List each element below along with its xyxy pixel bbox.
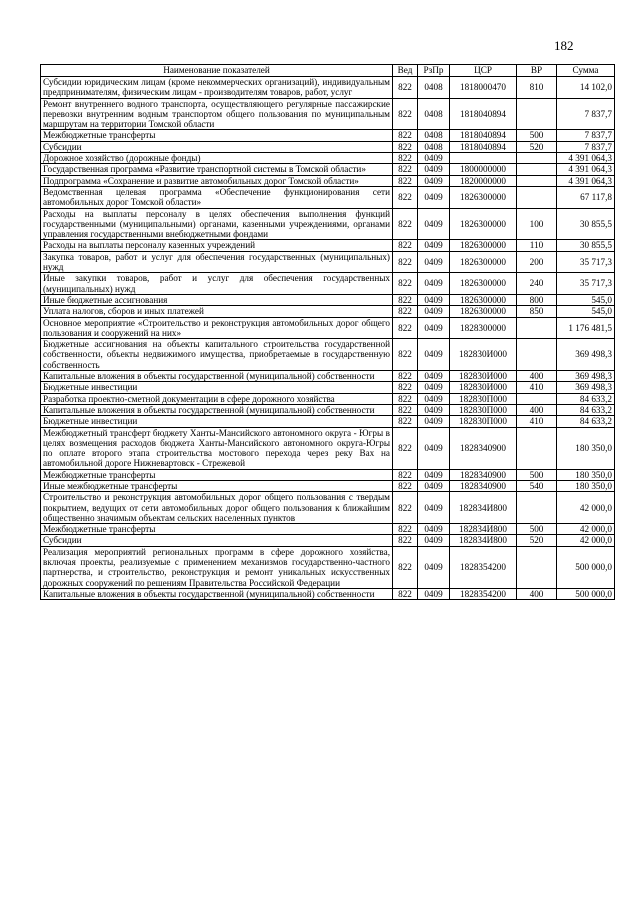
cell-ved: 822	[393, 427, 418, 469]
cell-vr: 110	[517, 240, 557, 251]
cell-vr	[517, 427, 557, 469]
cell-csr: 1818040894	[450, 130, 517, 141]
cell-name: Ремонт внутреннего водного транспорта, осуществляющего регулярные пассажирские перевозки внутренним водным транспортом общего пользования по муниципальным маршрутам на территории Томской области	[41, 98, 393, 130]
cell-rzpr: 0409	[418, 546, 450, 588]
cell-name: Строительство и реконструкция автомобильных дорог общего пользования с твердым покрытием, ведущих от сети автомобильных дорог общего пользования к ближайшим общественно значимым объектам сельских населенных пунктов	[41, 492, 393, 524]
cell-ved: 822	[393, 524, 418, 535]
table-row	[41, 153, 615, 164]
table-row	[41, 535, 615, 546]
table-row	[41, 492, 615, 524]
table-row	[41, 186, 615, 208]
cell-vr	[517, 339, 557, 371]
table-row	[41, 98, 615, 130]
cell-name: Ведомственная целевая программа «Обеспечение функционирования сети автомобильных дорог Томской области»	[41, 186, 393, 208]
cell-sum: 500 000,0	[557, 588, 615, 599]
cell-ved: 822	[393, 492, 418, 524]
cell-vr: 400	[517, 404, 557, 415]
cell-vr	[517, 317, 557, 339]
cell-ved: 822	[393, 175, 418, 186]
table-row	[41, 175, 615, 186]
cell-vr: 540	[517, 480, 557, 491]
cell-vr: 410	[517, 382, 557, 393]
cell-name: Субсидии	[41, 141, 393, 152]
cell-csr	[450, 153, 517, 164]
table-row	[41, 77, 615, 99]
table-row	[41, 416, 615, 427]
cell-sum: 369 498,3	[557, 371, 615, 382]
table-row	[41, 164, 615, 175]
table-row	[41, 208, 615, 240]
table-row	[41, 480, 615, 491]
cell-sum: 4 391 064,3	[557, 175, 615, 186]
table-row	[41, 251, 615, 273]
cell-sum: 7 837,7	[557, 141, 615, 152]
cell-csr: 182834И800	[450, 535, 517, 546]
cell-vr: 400	[517, 588, 557, 599]
cell-csr: 1828340900	[450, 469, 517, 480]
cell-csr: 1826300000	[450, 208, 517, 240]
cell-sum: 7 837,7	[557, 98, 615, 130]
cell-rzpr: 0409	[418, 371, 450, 382]
cell-rzpr: 0409	[418, 273, 450, 295]
cell-name: Разработка проектно-сметной документации в сфере дорожного хозяйства	[41, 393, 393, 404]
cell-vr: 800	[517, 294, 557, 305]
cell-rzpr: 0409	[418, 317, 450, 339]
cell-vr: 410	[517, 416, 557, 427]
cell-ved: 822	[393, 371, 418, 382]
cell-vr	[517, 546, 557, 588]
cell-vr: 500	[517, 130, 557, 141]
cell-ved: 822	[393, 535, 418, 546]
cell-rzpr: 0409	[418, 175, 450, 186]
cell-rzpr: 0409	[418, 306, 450, 317]
cell-name: Основное мероприятие «Строительство и реконструкция автомобильных дорог общего пользования и сооружений на них»	[41, 317, 393, 339]
cell-rzpr: 0409	[418, 294, 450, 305]
cell-name: Расходы на выплаты персоналу в целях обеспечения выполнения функций государственными (муниципальными) органами, казенными учреждениями, органами управления государственными внебюджетными фондами	[41, 208, 393, 240]
cell-sum: 42 000,0	[557, 535, 615, 546]
cell-name: Капитальные вложения в объекты государственной (муниципальной) собственности	[41, 588, 393, 599]
cell-rzpr: 0409	[418, 164, 450, 175]
cell-rzpr: 0409	[418, 469, 450, 480]
cell-ved: 822	[393, 141, 418, 152]
cell-csr: 1826300000	[450, 251, 517, 273]
cell-sum: 545,0	[557, 306, 615, 317]
header-name: Наименование показателей	[41, 65, 393, 77]
cell-vr	[517, 186, 557, 208]
cell-sum: 1 176 481,5	[557, 317, 615, 339]
cell-vr: 810	[517, 77, 557, 99]
cell-sum: 545,0	[557, 294, 615, 305]
cell-csr: 182834И800	[450, 492, 517, 524]
cell-sum: 84 633,2	[557, 416, 615, 427]
cell-csr: 182834И800	[450, 524, 517, 535]
cell-name: Расходы на выплаты персоналу казенных учреждений	[41, 240, 393, 251]
cell-ved: 822	[393, 416, 418, 427]
cell-name: Подпрограмма «Сохранение и развитие автомобильных дорог Томской области»	[41, 175, 393, 186]
cell-sum: 4 391 064,3	[557, 164, 615, 175]
cell-sum: 35 717,3	[557, 273, 615, 295]
cell-sum: 42 000,0	[557, 524, 615, 535]
cell-name: Реализация мероприятий региональных программ в сфере дорожного хозяйства, включая проекты, реализуемые с применением механизмов государственно-частного партнерства, и строительство, реконструкция и ремонт уникальных искусственных дорожных сооружений по решениям Правительства Российской Федерации	[41, 546, 393, 588]
cell-name: Межбюджетные трансферты	[41, 469, 393, 480]
cell-ved: 822	[393, 317, 418, 339]
table-row	[41, 382, 615, 393]
page-number: 182	[554, 38, 574, 53]
cell-vr	[517, 393, 557, 404]
cell-rzpr: 0409	[418, 524, 450, 535]
table-header-row	[41, 65, 615, 77]
cell-vr	[517, 164, 557, 175]
table-row	[41, 524, 615, 535]
cell-rzpr: 0409	[418, 492, 450, 524]
cell-rzpr: 0409	[418, 588, 450, 599]
cell-sum: 4 391 064,3	[557, 153, 615, 164]
cell-sum: 84 633,2	[557, 393, 615, 404]
cell-rzpr: 0409	[418, 339, 450, 371]
cell-sum: 30 855,5	[557, 208, 615, 240]
cell-vr	[517, 98, 557, 130]
cell-rzpr: 0409	[418, 208, 450, 240]
cell-rzpr: 0408	[418, 77, 450, 99]
cell-name: Бюджетные ассигнования на объекты капитального строительства государственной собственности, объекты недвижимого имущества, приобретаемые в государственную собственность	[41, 339, 393, 371]
table-row	[41, 371, 615, 382]
cell-csr: 1826300000	[450, 240, 517, 251]
cell-name: Иные межбюджетные трансферты	[41, 480, 393, 491]
table-row	[41, 141, 615, 152]
cell-csr: 1828340900	[450, 427, 517, 469]
table-row	[41, 469, 615, 480]
cell-vr: 500	[517, 469, 557, 480]
cell-name: Капитальные вложения в объекты государственной (муниципальной) собственности	[41, 371, 393, 382]
cell-ved: 822	[393, 130, 418, 141]
table-row	[41, 130, 615, 141]
cell-ved: 822	[393, 77, 418, 99]
table-row	[41, 273, 615, 295]
cell-rzpr: 0409	[418, 240, 450, 251]
header-csr: ЦСР	[450, 65, 517, 77]
cell-rzpr: 0409	[418, 393, 450, 404]
budget-table	[40, 64, 615, 600]
cell-csr: 182830И000	[450, 382, 517, 393]
table-row	[41, 240, 615, 251]
header-ved: Вед	[393, 65, 418, 77]
cell-ved: 822	[393, 98, 418, 130]
cell-ved: 822	[393, 251, 418, 273]
cell-ved: 822	[393, 382, 418, 393]
cell-rzpr: 0409	[418, 186, 450, 208]
cell-sum: 14 102,0	[557, 77, 615, 99]
cell-name: Субсидии	[41, 535, 393, 546]
cell-csr: 182830П000	[450, 393, 517, 404]
cell-sum: 369 498,3	[557, 382, 615, 393]
cell-name: Иные закупки товаров, работ и услуг для обеспечения государственных (муниципальных) нужд	[41, 273, 393, 295]
cell-name: Закупка товаров, работ и услуг для обеспечения государственных (муниципальных) нужд	[41, 251, 393, 273]
cell-ved: 822	[393, 588, 418, 599]
cell-rzpr: 0408	[418, 98, 450, 130]
cell-rzpr: 0409	[418, 382, 450, 393]
table-row	[41, 393, 615, 404]
cell-rzpr: 0409	[418, 251, 450, 273]
header-sum: Сумма	[557, 65, 615, 77]
table-row	[41, 427, 615, 469]
cell-ved: 822	[393, 469, 418, 480]
cell-ved: 822	[393, 306, 418, 317]
header-rzpr: РзПр	[418, 65, 450, 77]
cell-vr: 100	[517, 208, 557, 240]
cell-vr: 500	[517, 524, 557, 535]
cell-sum: 42 000,0	[557, 492, 615, 524]
cell-rzpr: 0409	[418, 153, 450, 164]
cell-ved: 822	[393, 480, 418, 491]
cell-name: Иные бюджетные ассигнования	[41, 294, 393, 305]
cell-csr: 1828354200	[450, 588, 517, 599]
cell-csr: 1818040894	[450, 98, 517, 130]
cell-vr: 400	[517, 371, 557, 382]
cell-ved: 822	[393, 404, 418, 415]
cell-vr	[517, 153, 557, 164]
cell-name: Уплата налогов, сборов и иных платежей	[41, 306, 393, 317]
cell-name: Бюджетные инвестиции	[41, 382, 393, 393]
cell-rzpr: 0409	[418, 416, 450, 427]
cell-ved: 822	[393, 393, 418, 404]
cell-name: Межбюджетный трансферт бюджету Ханты-Мансийского автономного округа - Югры в целях возмещения расходов бюджета Ханты-Мансийского автономного округа-Югры по оплате второго этапа строительства мостового перехода через реку Вах на автомобильной дороге Нижневартовск - Стрежевой	[41, 427, 393, 469]
cell-name: Субсидии юридическим лицам (кроме некоммерческих организаций), индивидуальным предпринимателям, физическим лицам - производителям товаров, работ, услуг	[41, 77, 393, 99]
cell-name: Межбюджетные трансферты	[41, 130, 393, 141]
cell-rzpr: 0408	[418, 141, 450, 152]
cell-sum: 180 350,0	[557, 469, 615, 480]
cell-ved: 822	[393, 240, 418, 251]
cell-sum: 500 000,0	[557, 546, 615, 588]
cell-vr: 200	[517, 251, 557, 273]
cell-csr: 1818040894	[450, 141, 517, 152]
cell-csr: 1828340900	[450, 480, 517, 491]
cell-csr: 1826300000	[450, 273, 517, 295]
cell-rzpr: 0409	[418, 427, 450, 469]
cell-csr: 1820000000	[450, 175, 517, 186]
cell-ved: 822	[393, 546, 418, 588]
cell-sum: 180 350,0	[557, 427, 615, 469]
cell-ved: 822	[393, 339, 418, 371]
cell-csr: 182830И000	[450, 371, 517, 382]
cell-ved: 822	[393, 186, 418, 208]
cell-ved: 822	[393, 164, 418, 175]
cell-vr: 520	[517, 141, 557, 152]
cell-vr: 850	[517, 306, 557, 317]
cell-vr	[517, 492, 557, 524]
table-body	[41, 77, 615, 600]
cell-rzpr: 0409	[418, 480, 450, 491]
cell-csr: 1826300000	[450, 306, 517, 317]
cell-name: Бюджетные инвестиции	[41, 416, 393, 427]
cell-ved: 822	[393, 208, 418, 240]
cell-csr: 1826300000	[450, 186, 517, 208]
cell-sum: 180 350,0	[557, 480, 615, 491]
cell-csr: 1828300000	[450, 317, 517, 339]
cell-name: Дорожное хозяйство (дорожные фонды)	[41, 153, 393, 164]
cell-sum: 84 633,2	[557, 404, 615, 415]
cell-sum: 369 498,3	[557, 339, 615, 371]
header-vr: ВР	[517, 65, 557, 77]
table-row	[41, 339, 615, 371]
cell-csr: 1826300000	[450, 294, 517, 305]
table-row	[41, 306, 615, 317]
cell-csr: 182830И000	[450, 339, 517, 371]
cell-rzpr: 0408	[418, 130, 450, 141]
table-row	[41, 294, 615, 305]
cell-rzpr: 0409	[418, 535, 450, 546]
cell-name: Капитальные вложения в объекты государственной (муниципальной) собственности	[41, 404, 393, 415]
cell-ved: 822	[393, 294, 418, 305]
cell-vr: 520	[517, 535, 557, 546]
table-row	[41, 546, 615, 588]
cell-ved: 822	[393, 273, 418, 295]
cell-name: Межбюджетные трансферты	[41, 524, 393, 535]
cell-rzpr: 0409	[418, 404, 450, 415]
table-row	[41, 588, 615, 599]
table-row	[41, 404, 615, 415]
cell-vr: 240	[517, 273, 557, 295]
cell-sum: 67 117,8	[557, 186, 615, 208]
cell-sum: 35 717,3	[557, 251, 615, 273]
cell-sum: 30 855,5	[557, 240, 615, 251]
table-row	[41, 317, 615, 339]
cell-csr: 1818000470	[450, 77, 517, 99]
cell-csr: 182830П000	[450, 416, 517, 427]
cell-ved: 822	[393, 153, 418, 164]
cell-csr: 1800000000	[450, 164, 517, 175]
cell-csr: 1828354200	[450, 546, 517, 588]
cell-vr	[517, 175, 557, 186]
cell-sum: 7 837,7	[557, 130, 615, 141]
cell-name: Государственная программа «Развитие транспортной системы в Томской области»	[41, 164, 393, 175]
cell-csr: 182830П000	[450, 404, 517, 415]
